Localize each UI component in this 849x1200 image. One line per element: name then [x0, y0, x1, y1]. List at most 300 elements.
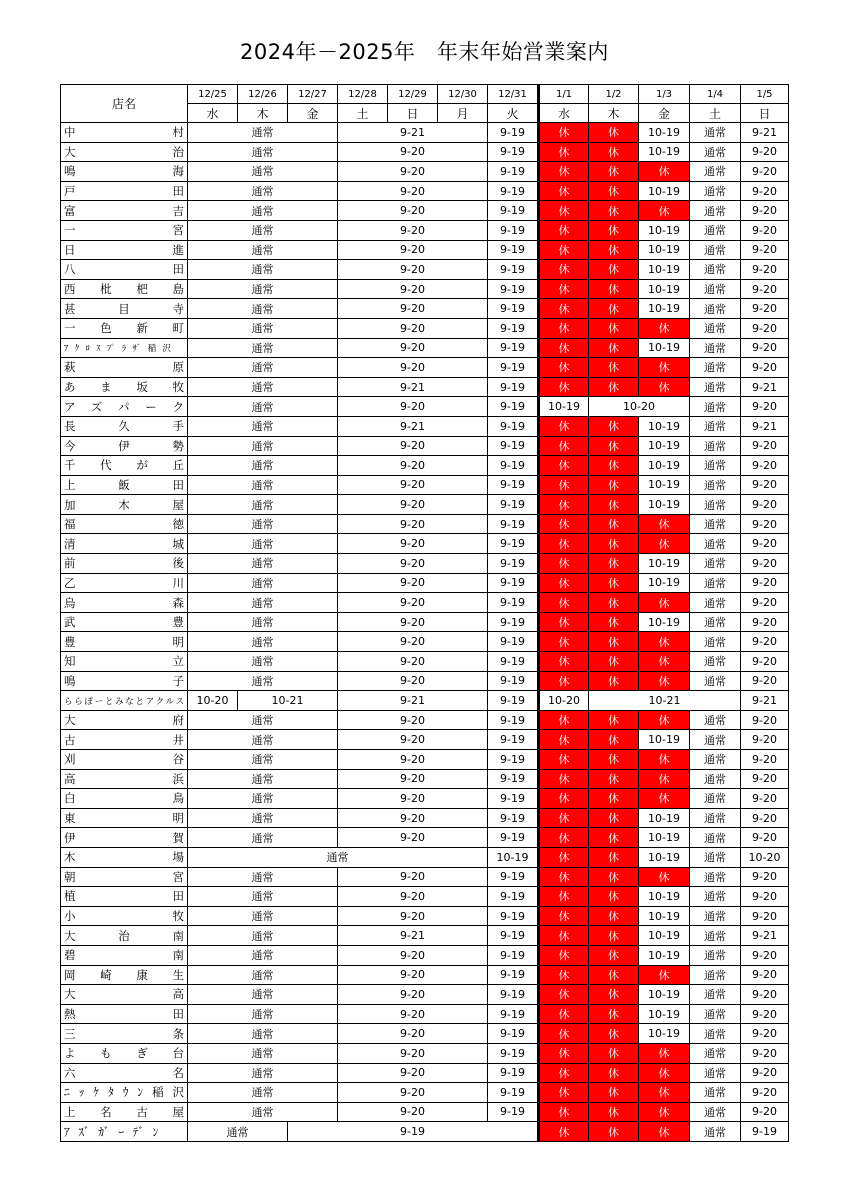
- hours-cell: 通常: [188, 750, 338, 770]
- hours-cell: 9-20: [338, 750, 488, 770]
- date-header: 1/3: [639, 85, 690, 104]
- hours-cell: 9-21: [338, 691, 488, 711]
- closed-cell: 休: [539, 612, 589, 632]
- closed-cell: 休: [639, 1083, 690, 1103]
- hours-cell: 9-19: [488, 808, 539, 828]
- hours-cell: 通常: [690, 260, 741, 280]
- store-name: 豊明: [61, 632, 188, 652]
- hours-cell: 10-20: [188, 691, 238, 711]
- hours-cell: 通常: [188, 514, 338, 534]
- table-row: [61, 554, 789, 574]
- hours-cell: 9-19: [488, 671, 539, 691]
- closed-cell: 休: [589, 593, 639, 613]
- hours-cell: 9-20: [741, 965, 789, 985]
- closed-cell: 休: [589, 1063, 639, 1083]
- hours-cell: 9-20: [338, 1102, 488, 1122]
- closed-cell: 休: [539, 1122, 589, 1142]
- hours-cell: 9-20: [338, 260, 488, 280]
- table-row: [61, 534, 789, 554]
- hours-cell: 9-20: [741, 338, 789, 358]
- hours-cell: 9-20: [338, 358, 488, 378]
- closed-cell: 休: [589, 142, 639, 162]
- closed-cell: 休: [589, 965, 639, 985]
- hours-cell: 通常: [690, 985, 741, 1005]
- hours-cell: 9-20: [338, 1063, 488, 1083]
- hours-cell: 10-19: [639, 260, 690, 280]
- closed-cell: 休: [639, 789, 690, 809]
- hours-cell: 9-20: [338, 299, 488, 319]
- hours-cell: 10-19: [639, 240, 690, 260]
- hours-cell: 9-20: [338, 142, 488, 162]
- hours-cell: 通常: [690, 1102, 741, 1122]
- table-row: [61, 1083, 789, 1103]
- hours-cell: 9-20: [338, 397, 488, 417]
- hours-cell: 通常: [690, 554, 741, 574]
- hours-cell: 10-19: [639, 416, 690, 436]
- table-row: [61, 906, 789, 926]
- store-name: 熱田: [61, 1004, 188, 1024]
- hours-cell: 9-20: [741, 162, 789, 182]
- hours-cell: 9-20: [741, 945, 789, 965]
- hours-cell: 9-20: [338, 514, 488, 534]
- closed-cell: 休: [589, 514, 639, 534]
- hours-cell: 通常: [188, 534, 338, 554]
- hours-cell: 9-20: [338, 1004, 488, 1024]
- table-body: [61, 123, 789, 1142]
- hours-cell: 9-20: [741, 240, 789, 260]
- table-row: [61, 142, 789, 162]
- date-header: 12/25: [188, 85, 238, 104]
- hours-cell: 9-20: [741, 593, 789, 613]
- closed-cell: 休: [589, 495, 639, 515]
- hours-cell: 通常: [690, 769, 741, 789]
- store-name: 戸田: [61, 181, 188, 201]
- closed-cell: 休: [589, 123, 639, 143]
- hours-cell: 10-19: [639, 338, 690, 358]
- hours-cell: 9-20: [741, 985, 789, 1005]
- hours-cell: 通常: [690, 181, 741, 201]
- table-row: [61, 260, 789, 280]
- table-row: [61, 358, 789, 378]
- table-row: [61, 338, 789, 358]
- store-name: 高浜: [61, 769, 188, 789]
- hours-cell: 9-20: [338, 652, 488, 672]
- hours-cell: 通常: [690, 1004, 741, 1024]
- hours-cell: 通常: [690, 123, 741, 143]
- hours-cell: 通常: [690, 534, 741, 554]
- store-name: 福徳: [61, 514, 188, 534]
- closed-cell: 休: [589, 573, 639, 593]
- hours-cell: 10-19: [639, 847, 690, 867]
- hours-cell: 9-20: [741, 1102, 789, 1122]
- hours-cell: 通常: [690, 475, 741, 495]
- hours-cell: 9-20: [741, 612, 789, 632]
- closed-cell: 休: [539, 808, 589, 828]
- closed-cell: 休: [589, 926, 639, 946]
- table-row: [61, 240, 789, 260]
- hours-cell: 9-19: [488, 220, 539, 240]
- hours-cell: 通常: [188, 632, 338, 652]
- hours-cell: 9-20: [338, 593, 488, 613]
- hours-cell: 通常: [188, 652, 338, 672]
- store-name: 伊賀: [61, 828, 188, 848]
- hours-cell: 9-19: [488, 1083, 539, 1103]
- hours-cell: 9-20: [741, 1063, 789, 1083]
- hours-cell: 9-20: [741, 769, 789, 789]
- closed-cell: 休: [589, 769, 639, 789]
- hours-cell: 9-20: [741, 299, 789, 319]
- hours-cell: 通常: [188, 867, 338, 887]
- hours-cell: 通常: [188, 299, 338, 319]
- table-row: [61, 436, 789, 456]
- hours-cell: 9-19: [488, 554, 539, 574]
- closed-cell: 休: [639, 201, 690, 221]
- closed-cell: 休: [539, 142, 589, 162]
- store-name: 西枇杷島: [61, 279, 188, 299]
- hours-cell: 9-21: [741, 926, 789, 946]
- hours-cell: 通常: [188, 710, 338, 730]
- closed-cell: 休: [539, 789, 589, 809]
- closed-cell: 休: [539, 416, 589, 436]
- hours-cell: 9-20: [338, 906, 488, 926]
- hours-cell: 通常: [690, 945, 741, 965]
- closed-cell: 休: [639, 318, 690, 338]
- closed-cell: 休: [589, 377, 639, 397]
- table-row: [61, 495, 789, 515]
- closed-cell: 休: [589, 554, 639, 574]
- store-name: 今伊勢: [61, 436, 188, 456]
- closed-cell: 休: [539, 1083, 589, 1103]
- table-row: [61, 730, 789, 750]
- table-row: [61, 397, 789, 417]
- hours-cell: 通常: [188, 789, 338, 809]
- closed-cell: 休: [639, 593, 690, 613]
- hours-cell: 通常: [188, 847, 488, 867]
- hours-cell: 通常: [690, 1063, 741, 1083]
- closed-cell: 休: [589, 985, 639, 1005]
- store-name: 岡崎康生: [61, 965, 188, 985]
- hours-cell: 10-19: [639, 573, 690, 593]
- closed-cell: 休: [539, 573, 589, 593]
- weekday-header: 水: [539, 104, 589, 123]
- hours-cell: 9-19: [488, 632, 539, 652]
- hours-cell: 通常: [690, 828, 741, 848]
- hours-cell: 9-19: [488, 318, 539, 338]
- hours-cell: 9-20: [741, 750, 789, 770]
- closed-cell: 休: [589, 652, 639, 672]
- hours-cell: 9-19: [488, 299, 539, 319]
- hours-cell: 10-19: [639, 142, 690, 162]
- table-row: [61, 828, 789, 848]
- hours-cell: 9-19: [488, 828, 539, 848]
- table-row: [61, 945, 789, 965]
- table-row: [61, 514, 789, 534]
- table-row: [61, 181, 789, 201]
- hours-cell: 9-20: [338, 318, 488, 338]
- table-row: [61, 926, 789, 946]
- hours-cell: 9-20: [338, 181, 488, 201]
- hours-cell: 通常: [188, 828, 338, 848]
- table-row: [61, 123, 789, 143]
- hours-cell: 通常: [188, 573, 338, 593]
- hours-cell: 9-21: [741, 123, 789, 143]
- closed-cell: 休: [539, 593, 589, 613]
- hours-cell: 10-19: [639, 808, 690, 828]
- hours-cell: 9-20: [741, 808, 789, 828]
- hours-cell: 通常: [690, 808, 741, 828]
- hours-cell: 9-19: [488, 1024, 539, 1044]
- table-row: [61, 201, 789, 221]
- closed-cell: 休: [539, 240, 589, 260]
- hours-cell: 通常: [188, 358, 338, 378]
- hours-cell: 9-19: [488, 162, 539, 182]
- hours-cell: 9-19: [488, 475, 539, 495]
- store-name: 植田: [61, 887, 188, 907]
- hours-cell: 10-19: [639, 828, 690, 848]
- hours-cell: 9-20: [338, 240, 488, 260]
- weekday-header: 土: [690, 104, 741, 123]
- hours-cell: 10-19: [639, 906, 690, 926]
- hours-cell: 9-19: [488, 652, 539, 672]
- hours-cell: 9-20: [338, 1083, 488, 1103]
- hours-cell: 9-20: [338, 887, 488, 907]
- hours-cell: 10-19: [639, 495, 690, 515]
- closed-cell: 休: [539, 436, 589, 456]
- hours-cell: 9-20: [338, 220, 488, 240]
- hours-cell: 10-21: [238, 691, 338, 711]
- hours-cell: 通常: [188, 906, 338, 926]
- hours-cell: 9-20: [741, 436, 789, 456]
- hours-cell: 通常: [690, 220, 741, 240]
- hours-cell: 通常: [188, 279, 338, 299]
- hours-cell: 9-19: [488, 593, 539, 613]
- hours-cell: 通常: [188, 123, 338, 143]
- hours-cell: 9-20: [741, 671, 789, 691]
- store-name: ｱｽﾞｶﾞｰﾃﾞﾝ: [61, 1122, 188, 1142]
- hours-cell: 通常: [690, 142, 741, 162]
- closed-cell: 休: [539, 554, 589, 574]
- table-row: [61, 1043, 789, 1063]
- hours-cell: 9-19: [488, 260, 539, 280]
- closed-cell: 休: [539, 377, 589, 397]
- table-row: [61, 162, 789, 182]
- closed-cell: 休: [589, 1024, 639, 1044]
- hours-cell: 通常: [690, 436, 741, 456]
- hours-cell: 9-19: [488, 495, 539, 515]
- hours-cell: 通常: [188, 1083, 338, 1103]
- hours-cell: 10-19: [639, 887, 690, 907]
- hours-cell: 9-19: [488, 416, 539, 436]
- table-row: [61, 887, 789, 907]
- store-name: 大治南: [61, 926, 188, 946]
- closed-cell: 休: [639, 671, 690, 691]
- hours-cell: 9-20: [741, 514, 789, 534]
- store-name: 前後: [61, 554, 188, 574]
- hours-cell: 9-19: [488, 710, 539, 730]
- closed-cell: 休: [539, 358, 589, 378]
- hours-cell: 9-21: [741, 377, 789, 397]
- hours-cell: 通常: [188, 985, 338, 1005]
- table-row: [61, 416, 789, 436]
- hours-cell: 9-20: [741, 789, 789, 809]
- closed-cell: 休: [639, 769, 690, 789]
- hours-cell: 通常: [690, 358, 741, 378]
- closed-cell: 休: [539, 260, 589, 280]
- hours-cell: 通常: [188, 554, 338, 574]
- store-name: 古井: [61, 730, 188, 750]
- closed-cell: 休: [539, 985, 589, 1005]
- closed-cell: 休: [539, 906, 589, 926]
- store-name: 一宮: [61, 220, 188, 240]
- hours-cell: 9-20: [338, 671, 488, 691]
- hours-cell: 10-19: [639, 1024, 690, 1044]
- hours-cell: 通常: [188, 338, 338, 358]
- store-name: 一色新町: [61, 318, 188, 338]
- weekday-header: 土: [338, 104, 388, 123]
- hours-cell: 10-19: [639, 475, 690, 495]
- closed-cell: 休: [539, 1063, 589, 1083]
- closed-cell: 休: [539, 710, 589, 730]
- hours-cell: 通常: [690, 456, 741, 476]
- closed-cell: 休: [589, 828, 639, 848]
- weekday-header: 木: [589, 104, 639, 123]
- hours-cell: 10-19: [639, 181, 690, 201]
- store-name: 鳴子: [61, 671, 188, 691]
- hours-cell: 9-20: [741, 318, 789, 338]
- store-name: 知立: [61, 652, 188, 672]
- store-name-header: 店名: [61, 85, 188, 123]
- hours-cell: 通常: [188, 181, 338, 201]
- hours-cell: 10-19: [639, 985, 690, 1005]
- hours-cell: 9-19: [488, 867, 539, 887]
- table-row: [61, 867, 789, 887]
- store-name: 上名古屋: [61, 1102, 188, 1122]
- hours-cell: 通常: [188, 945, 338, 965]
- hours-cell: 通常: [690, 240, 741, 260]
- hours-cell: 9-20: [338, 534, 488, 554]
- date-header: 1/2: [589, 85, 639, 104]
- closed-cell: 休: [539, 769, 589, 789]
- closed-cell: 休: [539, 867, 589, 887]
- hours-cell: 10-19: [639, 554, 690, 574]
- hours-cell: 9-20: [338, 1024, 488, 1044]
- weekday-header: 金: [288, 104, 338, 123]
- closed-cell: 休: [589, 671, 639, 691]
- closed-cell: 休: [589, 887, 639, 907]
- closed-cell: 休: [589, 318, 639, 338]
- hours-cell: 通常: [690, 299, 741, 319]
- closed-cell: 休: [589, 358, 639, 378]
- hours-cell: 9-19: [488, 279, 539, 299]
- hours-cell: 9-20: [741, 495, 789, 515]
- table-row: [61, 220, 789, 240]
- date-header: 12/27: [288, 85, 338, 104]
- hours-cell: 9-20: [741, 554, 789, 574]
- hours-cell: 通常: [188, 887, 338, 907]
- closed-cell: 休: [589, 338, 639, 358]
- hours-cell: 10-19: [639, 730, 690, 750]
- store-name: 萩原: [61, 358, 188, 378]
- hours-cell: 9-19: [488, 456, 539, 476]
- closed-cell: 休: [539, 299, 589, 319]
- hours-cell: 通常: [690, 573, 741, 593]
- hours-cell: 9-20: [338, 710, 488, 730]
- closed-cell: 休: [589, 1122, 639, 1142]
- hours-cell: 10-19: [539, 397, 589, 417]
- hours-cell: 9-20: [741, 730, 789, 750]
- hours-cell: 10-19: [639, 436, 690, 456]
- closed-cell: 休: [639, 965, 690, 985]
- store-name: 長久手: [61, 416, 188, 436]
- table-row: [61, 377, 789, 397]
- hours-cell: 9-19: [488, 965, 539, 985]
- hours-cell: 9-19: [488, 1063, 539, 1083]
- closed-cell: 休: [539, 1043, 589, 1063]
- closed-cell: 休: [589, 416, 639, 436]
- table-row: [61, 985, 789, 1005]
- hours-cell: 9-20: [338, 495, 488, 515]
- hours-cell: 9-20: [338, 612, 488, 632]
- table-row: [61, 808, 789, 828]
- hours-cell: 9-20: [741, 887, 789, 907]
- hours-cell: 9-20: [338, 201, 488, 221]
- hours-cell: 通常: [188, 1102, 338, 1122]
- closed-cell: 休: [539, 1004, 589, 1024]
- closed-cell: 休: [589, 789, 639, 809]
- table-row: [61, 769, 789, 789]
- store-name: 朝宮: [61, 867, 188, 887]
- closed-cell: 休: [639, 1043, 690, 1063]
- closed-cell: 休: [589, 1004, 639, 1024]
- hours-cell: 通常: [188, 260, 338, 280]
- closed-cell: 休: [639, 377, 690, 397]
- hours-cell: 9-20: [741, 573, 789, 593]
- hours-cell: 10-20: [539, 691, 589, 711]
- closed-cell: 休: [589, 730, 639, 750]
- hours-cell: 9-19: [488, 945, 539, 965]
- hours-cell: 通常: [188, 397, 338, 417]
- hours-cell: 通常: [690, 593, 741, 613]
- hours-cell: 通常: [690, 1024, 741, 1044]
- store-name: 上飯田: [61, 475, 188, 495]
- closed-cell: 休: [539, 456, 589, 476]
- table-row: [61, 475, 789, 495]
- hours-cell: 通常: [690, 632, 741, 652]
- closed-cell: 休: [639, 1122, 690, 1142]
- closed-cell: 休: [589, 710, 639, 730]
- closed-cell: 休: [589, 456, 639, 476]
- business-hours-table: [60, 84, 789, 1142]
- hours-cell: 通常: [690, 201, 741, 221]
- hours-cell: 通常: [690, 1083, 741, 1103]
- closed-cell: 休: [539, 847, 589, 867]
- hours-cell: 9-20: [741, 652, 789, 672]
- store-name: 大治: [61, 142, 188, 162]
- hours-cell: 9-20: [741, 1083, 789, 1103]
- hours-cell: 通常: [188, 671, 338, 691]
- hours-cell: 通常: [690, 1043, 741, 1063]
- closed-cell: 休: [539, 730, 589, 750]
- hours-cell: 10-19: [639, 299, 690, 319]
- closed-cell: 休: [539, 201, 589, 221]
- hours-cell: 通常: [188, 475, 338, 495]
- store-name: 東明: [61, 808, 188, 828]
- table-row: [61, 1024, 789, 1044]
- hours-cell: 9-20: [741, 475, 789, 495]
- closed-cell: 休: [589, 240, 639, 260]
- closed-cell: 休: [589, 1083, 639, 1103]
- hours-cell: 通常: [690, 750, 741, 770]
